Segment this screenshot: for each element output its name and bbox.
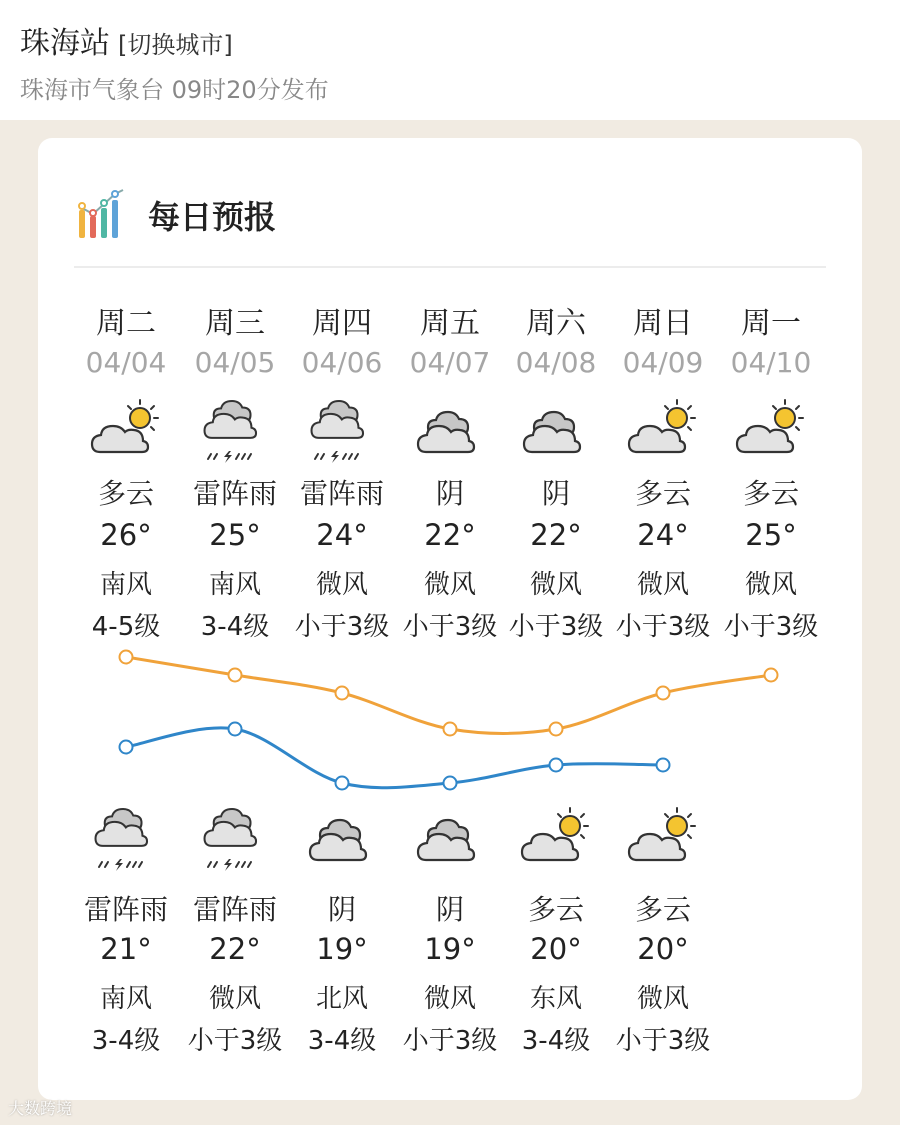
night-wind-direction: 南风 (99, 984, 152, 1014)
watermark: 大数跨境 (8, 1099, 73, 1118)
day-wind-direction: 南风 (99, 570, 152, 600)
switch-city-link[interactable]: [切换城市] (118, 31, 233, 59)
low-temperature: 22° (209, 932, 261, 966)
night-condition: 雷阵雨 (192, 893, 277, 926)
date-label: 04/10 (730, 346, 812, 379)
day-column (71, 138, 181, 1100)
night-wind-direction: 东风 (529, 984, 582, 1014)
day-condition: 阴 (541, 477, 570, 510)
day-wind-direction: 微风 (423, 570, 476, 600)
low-temperature: 19° (424, 932, 476, 966)
high-temperature: 25° (745, 518, 797, 552)
day-wind-level: 4-5级 (91, 612, 161, 642)
day-condition: 多云 (97, 477, 154, 510)
low-temperature: 21° (100, 932, 152, 966)
night-wind-direction: 微风 (636, 984, 689, 1014)
night-wind-level: 小于3级 (402, 1026, 498, 1056)
station-title (20, 18, 233, 62)
day-condition: 多云 (634, 477, 691, 510)
weekday-label: 周五 (420, 306, 480, 341)
weekday-label: 周一 (741, 306, 801, 341)
day-wind-level: 小于3级 (402, 612, 498, 642)
night-wind-level: 小于3级 (615, 1026, 711, 1056)
night-condition: 阴 (435, 893, 464, 926)
overcast-icon (516, 394, 596, 464)
low-temperature: 20° (530, 932, 582, 966)
date-label: 04/06 (301, 346, 383, 379)
partly-cloudy-icon (86, 394, 166, 464)
night-condition: 阴 (327, 893, 356, 926)
night-wind-direction: 微风 (208, 984, 261, 1014)
partly-cloudy-icon (731, 394, 811, 464)
day-wind-level: 3-4级 (200, 612, 270, 642)
high-temperature: 24° (637, 518, 689, 552)
date-label: 04/08 (515, 346, 597, 379)
day-column (608, 138, 718, 1100)
night-condition: 多云 (634, 893, 691, 926)
day-column (287, 138, 397, 1100)
day-wind-level: 小于3级 (294, 612, 390, 642)
weekday-label: 周二 (96, 306, 156, 341)
overcast-icon (410, 802, 490, 872)
day-column (180, 138, 290, 1100)
day-wind-direction: 微风 (315, 570, 368, 600)
day-column (716, 138, 826, 1100)
night-wind-level: 小于3级 (187, 1026, 283, 1056)
low-temperature: 20° (637, 932, 689, 966)
day-condition: 多云 (742, 477, 799, 510)
day-condition: 雷阵雨 (192, 477, 277, 510)
weekday-label: 周四 (312, 306, 372, 341)
day-column (395, 138, 505, 1100)
header (0, 0, 900, 120)
date-label: 04/09 (622, 346, 704, 379)
day-wind-direction: 南风 (208, 570, 261, 600)
weekday-label: 周三 (205, 306, 265, 341)
overcast-icon (410, 394, 490, 464)
day-column (501, 138, 611, 1100)
day-wind-direction: 微风 (636, 570, 689, 600)
high-temperature: 26° (100, 518, 152, 552)
station-name: 珠海站 (20, 26, 110, 61)
partly-cloudy-icon (516, 802, 596, 872)
night-wind-level: 3-4级 (307, 1026, 377, 1056)
night-wind-direction: 微风 (423, 984, 476, 1014)
overcast-icon (302, 802, 382, 872)
date-label: 04/05 (194, 346, 276, 379)
day-wind-level: 小于3级 (723, 612, 819, 642)
weekday-label: 周六 (526, 306, 586, 341)
thunderstorm-icon (195, 394, 275, 464)
thunderstorm-icon (86, 802, 166, 872)
day-wind-level: 小于3级 (615, 612, 711, 642)
thunderstorm-icon (302, 394, 382, 464)
night-condition: 多云 (527, 893, 584, 926)
high-temperature: 22° (530, 518, 582, 552)
weekday-label: 周日 (633, 306, 693, 341)
thunderstorm-icon (195, 802, 275, 872)
high-temperature: 24° (316, 518, 368, 552)
date-label: 04/07 (409, 346, 491, 379)
day-condition: 阴 (435, 477, 464, 510)
low-temperature: 19° (316, 932, 368, 966)
publish-info: 珠海市气象台 09时20分发布 (20, 76, 329, 104)
high-temperature: 25° (209, 518, 261, 552)
night-condition: 雷阵雨 (83, 893, 168, 926)
partly-cloudy-icon (623, 802, 703, 872)
partly-cloudy-icon (623, 394, 703, 464)
high-temperature: 22° (424, 518, 476, 552)
night-wind-level: 3-4级 (521, 1026, 591, 1056)
date-label: 04/04 (85, 346, 167, 379)
night-wind-level: 3-4级 (91, 1026, 161, 1056)
day-wind-direction: 微风 (529, 570, 582, 600)
day-wind-level: 小于3级 (508, 612, 604, 642)
card-title: 每日预报 (148, 198, 277, 236)
night-wind-direction: 北风 (315, 984, 368, 1014)
day-wind-direction: 微风 (744, 570, 797, 600)
daily-forecast-card (38, 138, 862, 1100)
day-condition: 雷阵雨 (299, 477, 384, 510)
